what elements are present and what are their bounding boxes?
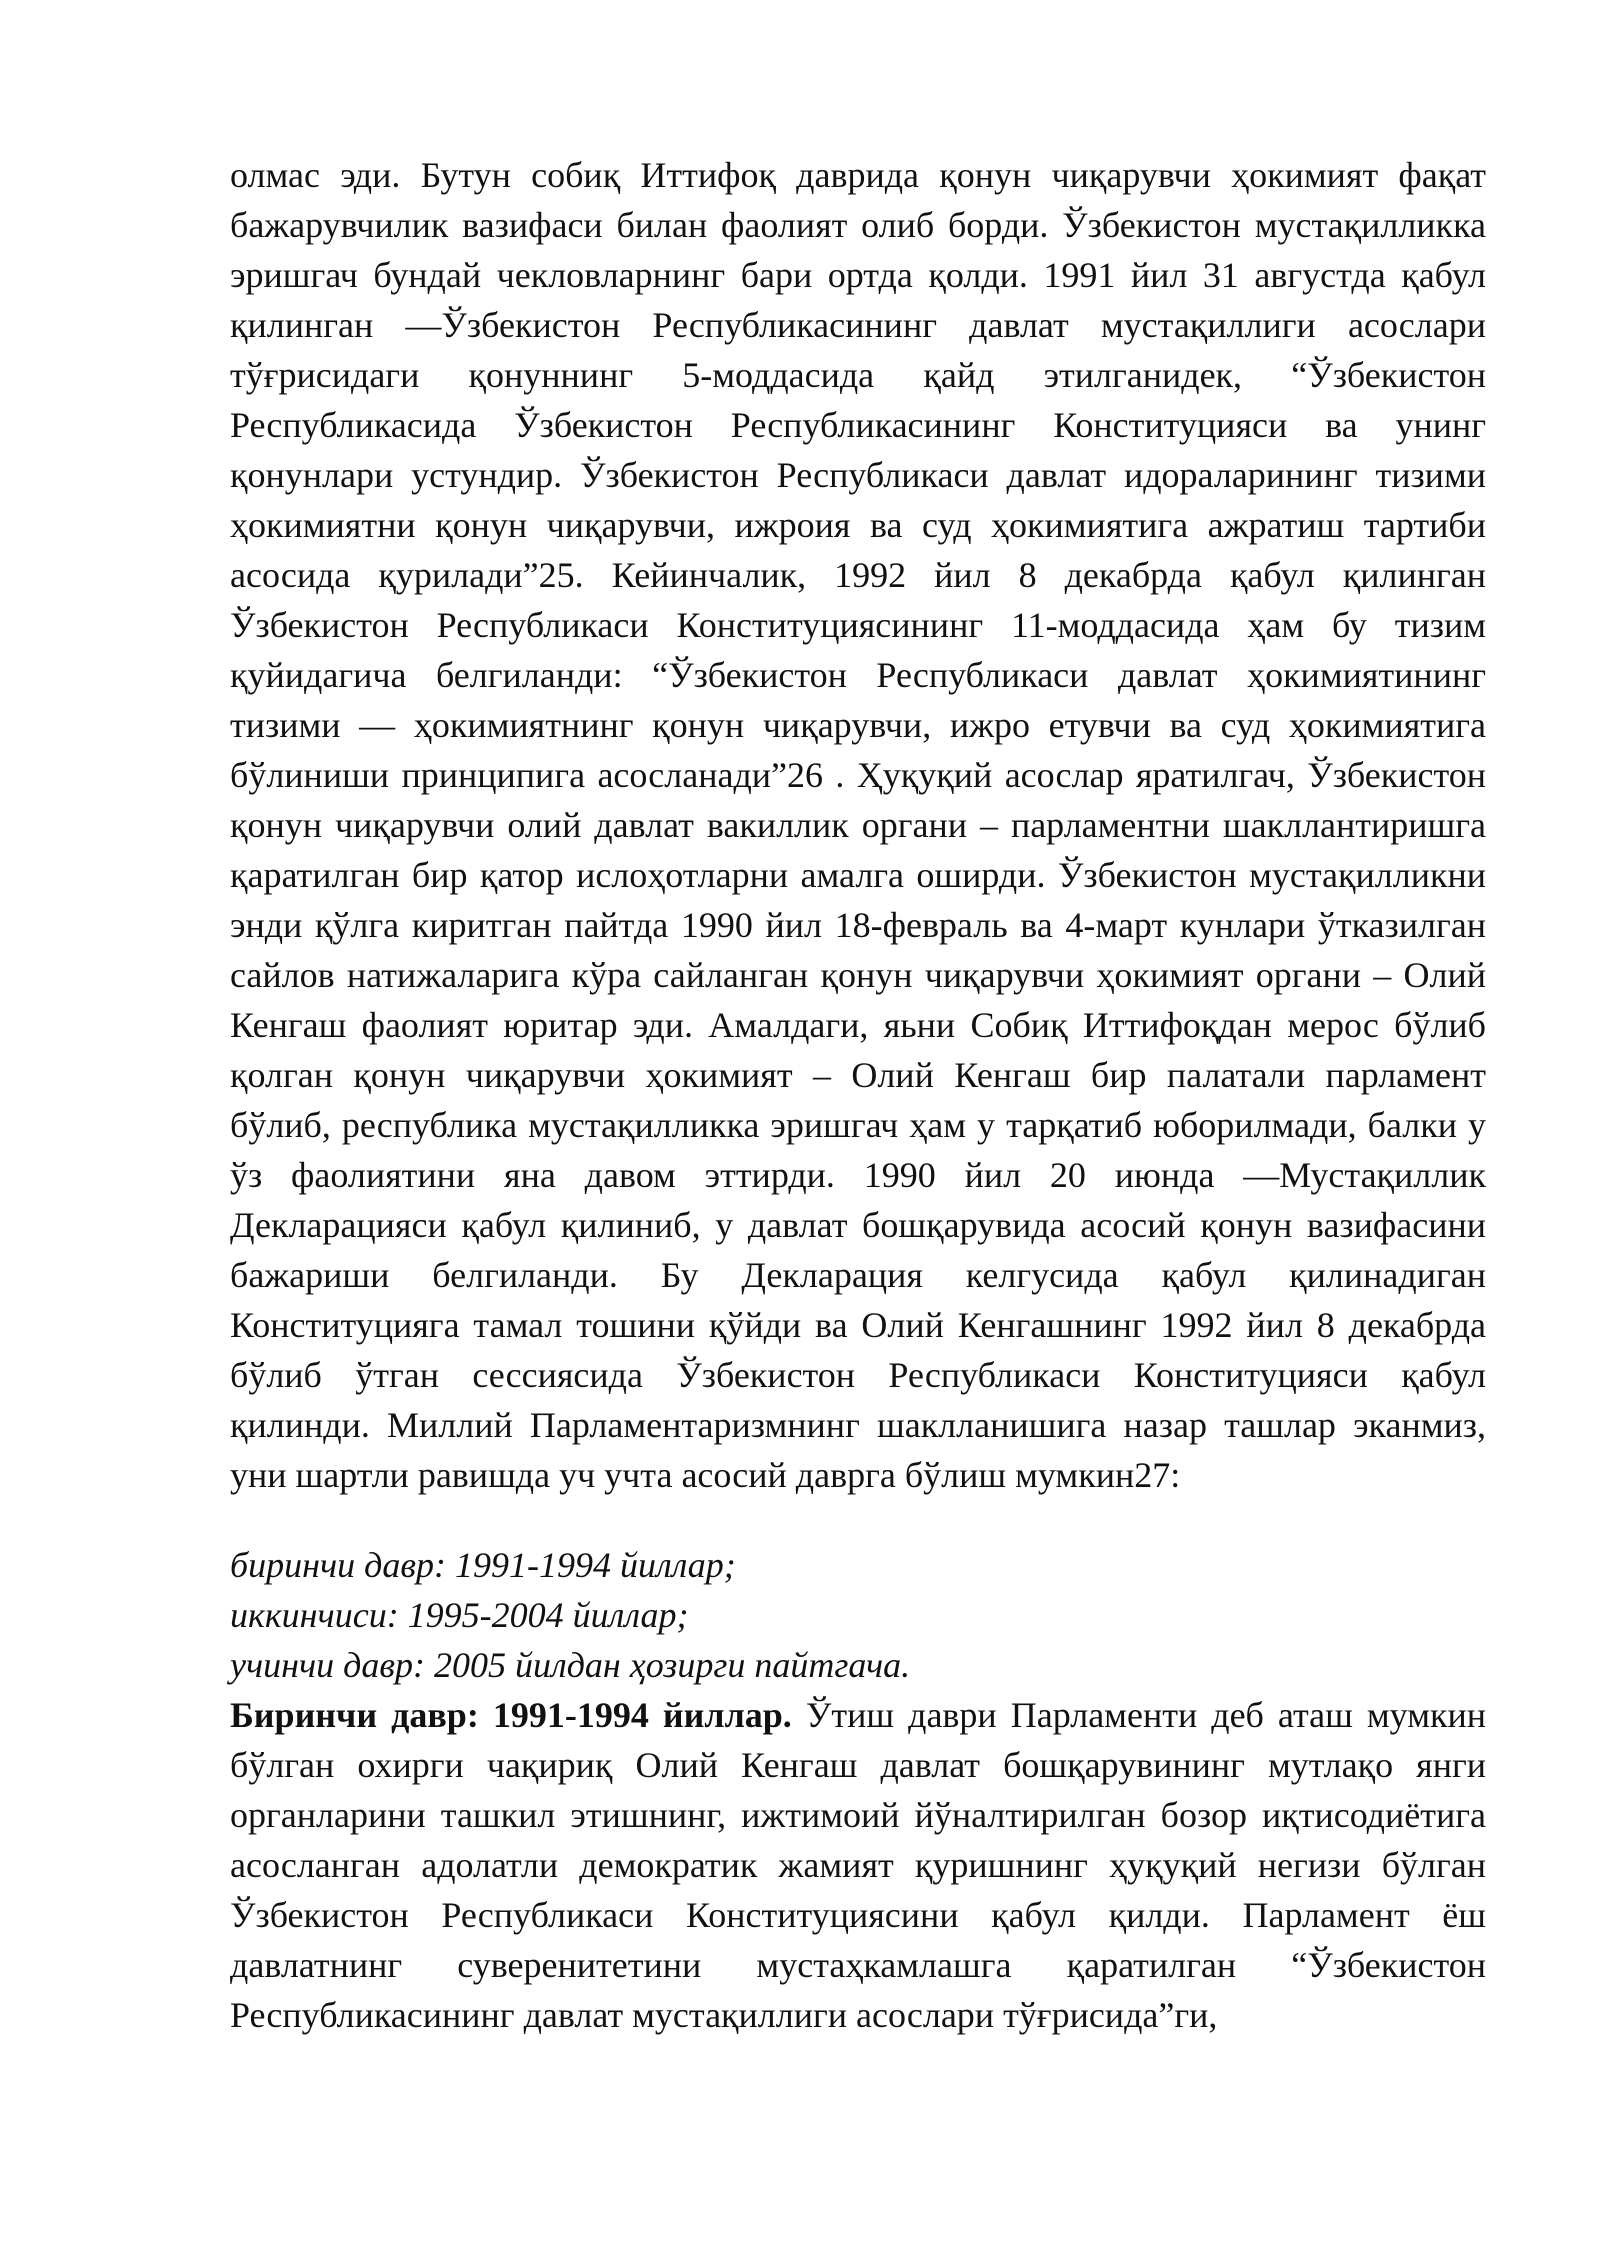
- first-period-text: Ўтиш даври Парламенти деб аташ мумкин бўлган охирги чақириқ Олий Кенгаш давлат бошқарувининг мутлақо янги органларини ташкил этишнинг, ижтимоий йўналтирилган бозор иқтисодиётига асосланган адолатли демократик жамият қуришнинг ҳуқуқий негизи бўлган Ўзбекистон Республикаси Конституциясини қабул қилди. Парламент ёш давлатнинг суверенитетини мустаҳкамлашга қаратилган “Ўзбекистон Республикасининг давлат мустақиллиги асослари тўғрисида”ги,: [230, 1695, 1486, 2035]
- body-paragraph: олмас эди. Бутун собиқ Иттифоқ даврида қонун чиқарувчи ҳокимият фақат бажарувчилик вазифаси билан фаолият олиб борди. Ўзбекистон мустақилликка эришгач бундай чекловларнинг бари ортда қолди. 1991 йил 31 августда қабул қилинган —Ўзбекистон Республикасининг давлат мустақиллиги асослари тўғрисидаги қонуннинг 5-моддасида қайд этилганидек, “Ўзбекистон Республикасида Ўзбекистон Республикасининг Конституцияси ва унинг қонунлари устундир. Ўзбекистон Республикаси давлат идораларининг тизими ҳокимиятни қонун чиқарувчи, ижроия ва суд ҳокимиятига ажратиш тартиби асосида қурилади”25. Кейинчалик, 1992 йил 8 декабрда қабул қилинган Ўзбекистон Республикаси Конституциясининг 11-моддасида ҳам бу тизим қуйидагича белгиланди: “Ўзбекистон Республикаси давлат ҳокимиятининг тизими — ҳокимиятнинг қонун чиқарувчи, ижро етувчи ва суд ҳокимиятига бўлиниши принципига асосланади”26 . Ҳуқуқий асослар яратилгач, Ўзбекистон қонун чиқарувчи олий давлат вакиллик органи – парламентни шакллантиришга қаратилган бир қатор ислоҳотларни амалга оширди. Ўзбекистон мустақилликни энди қўлга киритган пайтда 1990 йил 18-февраль ва 4-март кунлари ўтказилган сайлов натижаларига кўра сайланган қонун чиқарувчи ҳокимият органи – Олий Кенгаш фаолият юритар эди. Амалдаги, яьни Собиқ Иттифоқдан мерос бўлиб қолган қонун чиқарувчи ҳокимият – Олий Кенгаш бир палатали парламент бўлиб, республика мустақилликка эришгач ҳам у тарқатиб юборилмади, балки у ўз фаолиятини яна давом эттирди. 1990 йил 20 июнда —Мустақиллик Декларацияси қабул қилиниб, у давлат бошқарувида асосий қонун вазифасини бажариши белгиланди. Бу Декларация келгусида қабул қилинадиган Конституцияга тамал тошини қўйди ва Олий Кенгашнинг 1992 йил 8 декабрда бўлиб ўтган сессиясида Ўзбекистон Республикаси Конституцияси қабул қилинди. Миллий Парламентаризмнинг шаклланишига назар ташлар эканмиз, уни шартли равишда уч учта асосий даврга бўлиш мумкин27:: [230, 155, 1486, 1495]
- periods-list: [230, 1540, 1486, 1690]
- period-item-1: биринчи давр: 1991-1994 йиллар;: [230, 1545, 736, 1585]
- first-period-paragraph: [230, 1690, 1486, 2040]
- period-item-2: иккинчиси: 1995-2004 йиллар;: [230, 1595, 689, 1635]
- period-item-3: учинчи давр: 2005 йилдан ҳозирги пайтгача.: [230, 1645, 911, 1685]
- document-page: [230, 150, 1486, 2040]
- first-period-heading: Биринчи давр: 1991-1994 йиллар.: [230, 1695, 792, 1735]
